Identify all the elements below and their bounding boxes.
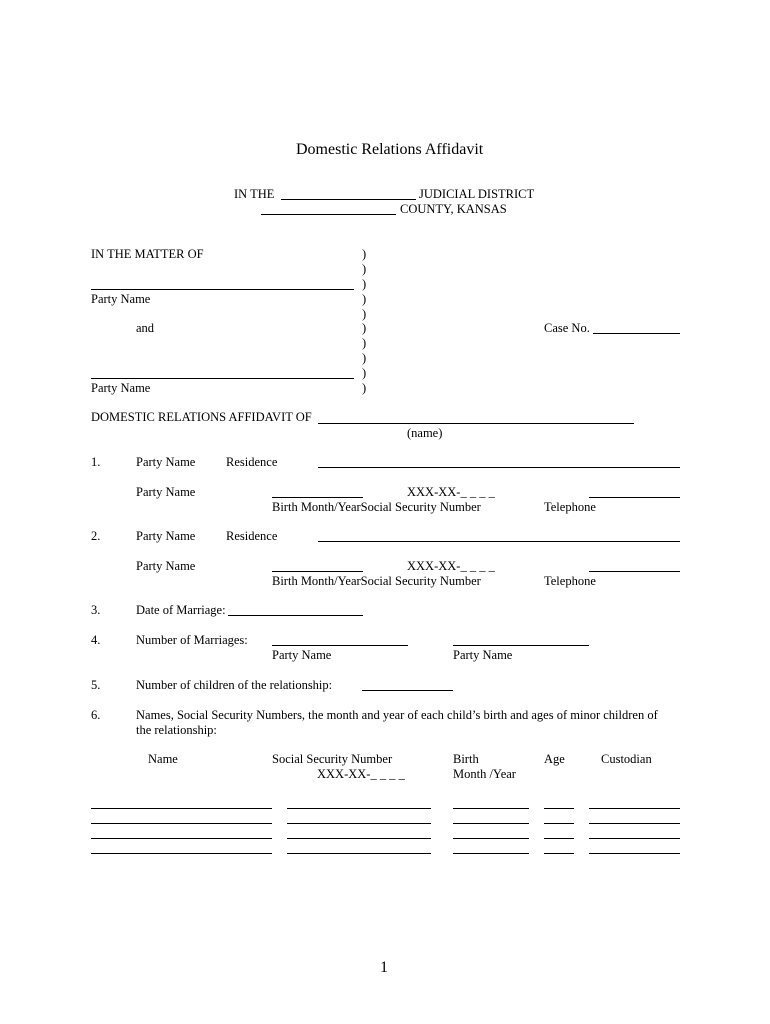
marriages-party-1-field[interactable] (272, 645, 408, 646)
col-header-birth-month-year: Month /Year (453, 767, 516, 781)
item-2-telephone-label: Telephone (544, 574, 596, 588)
child-name-field[interactable] (91, 853, 272, 854)
item-1-telephone-label: Telephone (544, 500, 596, 514)
party-name-2-field[interactable] (91, 378, 354, 379)
item-2-birth-field[interactable] (272, 571, 363, 572)
item-3-number: 3. (91, 603, 101, 617)
party-name-1-label: Party Name (91, 292, 151, 306)
number-of-children-field[interactable] (362, 690, 453, 691)
item-1-ssn-field[interactable]: XXX-XX-_ _ _ _ (407, 485, 495, 499)
col-header-custodian: Custodian (601, 752, 652, 766)
caption-bracket: ) (362, 277, 367, 291)
marriages-party-2-label: Party Name (453, 648, 513, 662)
child-name-field[interactable] (91, 823, 272, 824)
item-2-residence-label: Residence (226, 529, 278, 543)
item-2-ssn-field[interactable]: XXX-XX-_ _ _ _ (407, 559, 495, 573)
caption-bracket: ) (362, 292, 367, 306)
judicial-district-label: JUDICIAL DISTRICT (419, 187, 535, 201)
caption-bracket: ) (362, 381, 367, 395)
col-header-name: Name (148, 752, 178, 766)
children-instructions-line-1: Names, Social Security Numbers, the month and year of each child’s birth and ages of minor children of (136, 708, 658, 722)
caption-bracket: ) (362, 321, 367, 335)
col-header-age: Age (544, 752, 565, 766)
item-4-number: 4. (91, 633, 101, 647)
judicial-district-field[interactable] (281, 199, 416, 200)
in-the-label: IN THE (234, 187, 275, 201)
item-1-number: 1. (91, 455, 101, 469)
page-number: 1 (380, 959, 388, 976)
caption-bracket: ) (362, 336, 367, 350)
child-name-field[interactable] (91, 838, 272, 839)
col-header-birth: Birth (453, 752, 479, 766)
affidavit-of-label: DOMESTIC RELATIONS AFFIDAVIT OF (91, 410, 312, 424)
number-of-marriages-label: Number of Marriages: (136, 633, 248, 647)
child-custodian-field[interactable] (589, 838, 680, 839)
caption-bracket: ) (362, 247, 367, 261)
item-1-residence-label: Residence (226, 455, 278, 469)
item-2-party-name-2: Party Name (136, 559, 196, 573)
affiant-name-caption: (name) (407, 426, 443, 440)
caption-bracket: ) (362, 366, 367, 380)
marriages-party-1-label: Party Name (272, 648, 332, 662)
col-header-ssn-mask: XXX-XX-_ _ _ _ (317, 767, 405, 781)
item-2-telephone-field[interactable] (589, 571, 680, 572)
child-ssn-field[interactable] (287, 838, 431, 839)
caption-bracket: ) (362, 307, 367, 321)
item-1-birth-ssn-label: Birth Month/YearSocial Security Number (272, 500, 481, 514)
party-name-2-label: Party Name (91, 381, 151, 395)
county-field[interactable] (261, 214, 396, 215)
child-birth-field[interactable] (453, 838, 529, 839)
child-custodian-field[interactable] (589, 808, 680, 809)
item-1-residence-field[interactable] (318, 467, 680, 468)
item-1-party-name: Party Name (136, 455, 196, 469)
child-ssn-field[interactable] (287, 823, 431, 824)
affiant-name-field[interactable] (318, 423, 634, 424)
document-title: Domestic Relations Affidavit (296, 141, 484, 158)
date-of-marriage-field[interactable] (228, 615, 363, 616)
item-5-number: 5. (91, 678, 101, 692)
date-of-marriage-label: Date of Marriage: (136, 603, 226, 617)
child-age-field[interactable] (544, 853, 574, 854)
party-name-1-field[interactable] (91, 289, 354, 290)
item-6-number: 6. (91, 708, 101, 722)
child-ssn-field[interactable] (287, 853, 431, 854)
item-2-number: 2. (91, 529, 101, 543)
children-instructions-line-2: the relationship: (136, 723, 217, 737)
child-birth-field[interactable] (453, 808, 529, 809)
caption-bracket: ) (362, 351, 367, 365)
item-2-birth-ssn-label: Birth Month/YearSocial Security Number (272, 574, 481, 588)
county-kansas-label: COUNTY, KANSAS (400, 202, 507, 216)
child-birth-field[interactable] (453, 853, 529, 854)
case-no-field[interactable] (593, 333, 680, 334)
caption-bracket: ) (362, 262, 367, 276)
item-1-birth-field[interactable] (272, 497, 363, 498)
marriages-party-2-field[interactable] (453, 645, 589, 646)
child-age-field[interactable] (544, 823, 574, 824)
col-header-ssn: Social Security Number (272, 752, 393, 766)
number-of-children-label: Number of children of the relationship: (136, 678, 333, 692)
child-birth-field[interactable] (453, 823, 529, 824)
item-2-party-name: Party Name (136, 529, 196, 543)
in-the-matter-of-label: IN THE MATTER OF (91, 247, 204, 261)
child-age-field[interactable] (544, 808, 574, 809)
item-1-party-name-2: Party Name (136, 485, 196, 499)
child-custodian-field[interactable] (589, 853, 680, 854)
item-2-residence-field[interactable] (318, 541, 680, 542)
item-1-telephone-field[interactable] (589, 497, 680, 498)
child-custodian-field[interactable] (589, 823, 680, 824)
child-age-field[interactable] (544, 838, 574, 839)
child-ssn-field[interactable] (287, 808, 431, 809)
and-label: and (136, 321, 155, 335)
child-name-field[interactable] (91, 808, 272, 809)
case-no-label: Case No. (544, 321, 590, 335)
